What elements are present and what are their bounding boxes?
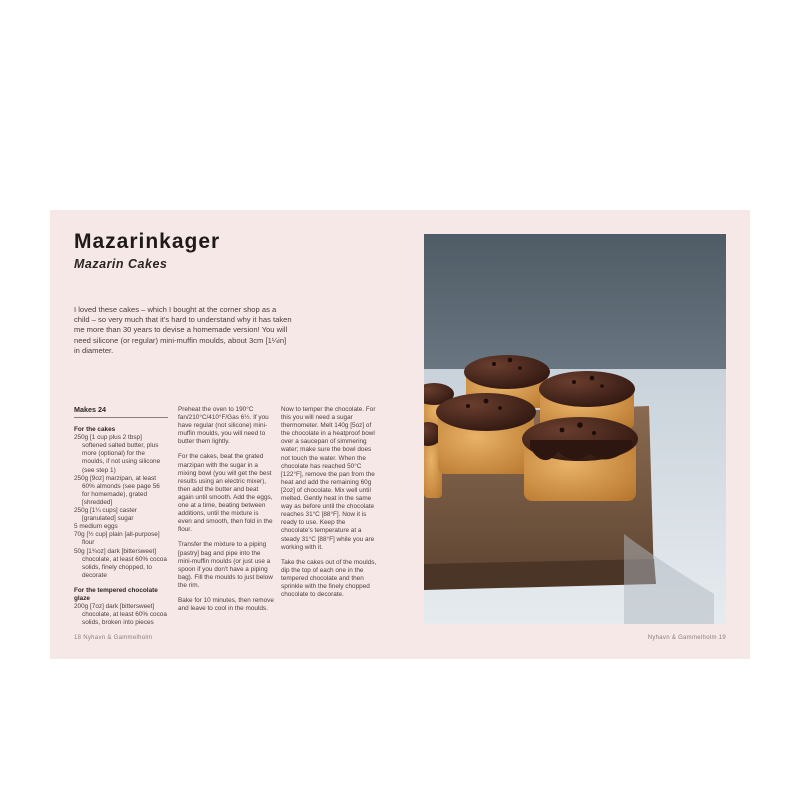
ingredient-item: 250g [1 cup plus 2 tbsp] softened salted butter, plus more (optional) for the moulds, if not using silicone (see step 1) xyxy=(74,434,161,474)
ingredient-item: 70g [½ cup] plain [all-purpose] flour xyxy=(74,531,160,547)
ingredient-item: 50g [1¾oz] dark [bittersweet] chocolate, at least 60% cocoa solids, finely chopped, to decorate xyxy=(74,547,167,579)
ingredient-item: 250g [9oz] marzipan, at least 60% almonds (see page 56 for homemade), grated [shredded] xyxy=(74,474,160,506)
ingredient-group-heading: For the tempered chocolate glaze xyxy=(74,586,158,602)
method-column-2 xyxy=(281,406,377,606)
method-step: Now to temper the chocolate. For this you will need a sugar thermometer. Melt 140g [5oz] of the chocolate in a heatproof bowl over a saucepan of simmering water; make sure the bowl does not touch the water. When the chocolate has reached 50°C [122°F], remove the pan from the heat and add the remaining 60g [2oz] of chocolate. Mix well until melted. Gently heat in the same way as before until the chocolate reaches 31°C [88°F]. Now it is ready to use. Keep the chocolate's temperature at a steady 31°C [88°F] while you are working with it. xyxy=(281,406,376,551)
chocolate-glazed-mazarin-cakes-photo xyxy=(424,234,726,624)
ingredient-item: 5 medium eggs xyxy=(74,523,118,531)
method-step: For the cakes, beat the grated marzipan with the sugar in a mixing bowl (you will get the best results using an electric mixer), then add the butter and beat again until smooth. Add the eggs, one at a time, beating between additions, until the mixture is even and smooth, then fold in the flour. xyxy=(178,453,273,534)
recipe-intro: I loved these cakes – which I bought at the corner shop as a child – so very much that it's hard to understand why it has taken me more than 30 years to devise a homemade version! You will need silicone (or regular) mini-muffin moulds, about 3cm [1¼in] in diameter. xyxy=(74,305,292,355)
cake-front-middle xyxy=(436,393,536,474)
recipe-title: Mazarinkager xyxy=(74,230,221,253)
right-page-footer: Nyhavn & Gammelholm 19 xyxy=(647,635,726,641)
ingredient-group xyxy=(74,587,168,627)
method-step: Take the cakes out of the moulds, dip the top of each one in the tempered chocolate and then sprinkle with the finely chopped chocolate to decorate. xyxy=(281,558,377,599)
recipe-subtitle: Mazarin Cakes xyxy=(74,257,168,271)
ingredient-item: 250g [1¼ cups] caster [granulated] sugar xyxy=(74,507,137,523)
book-spread xyxy=(50,210,750,659)
method-step: Bake for 10 minutes, then remove and leave to cool in the moulds. xyxy=(178,596,274,613)
ingredient-group-heading: For the cakes xyxy=(74,426,116,434)
ingredient-item: 200g [7oz] dark [bittersweet] chocolate, at least 60% cocoa solids, broken into pieces xyxy=(74,603,167,627)
method-step: Transfer the mixture to a piping [pastry] bag and pipe into the mini-muffin moulds (or just use a spoon if you don't have a piping bag). Fill the moulds to just below the rim. xyxy=(178,541,273,589)
method-step: Preheat the oven to 190°C fan/210°C/410°F/Gas 6½. If you have regular (not silicone) mini-muffin moulds, you will need to butter them lightly. xyxy=(178,406,269,446)
left-page-footer: 18 Nyhavn & Gammelholm xyxy=(74,635,153,641)
cake-front-right xyxy=(522,417,638,501)
ingredients-column xyxy=(74,406,168,634)
ingredient-group xyxy=(74,426,168,580)
yield-label: Makes 24 xyxy=(74,406,168,418)
method-column-1 xyxy=(178,406,274,620)
